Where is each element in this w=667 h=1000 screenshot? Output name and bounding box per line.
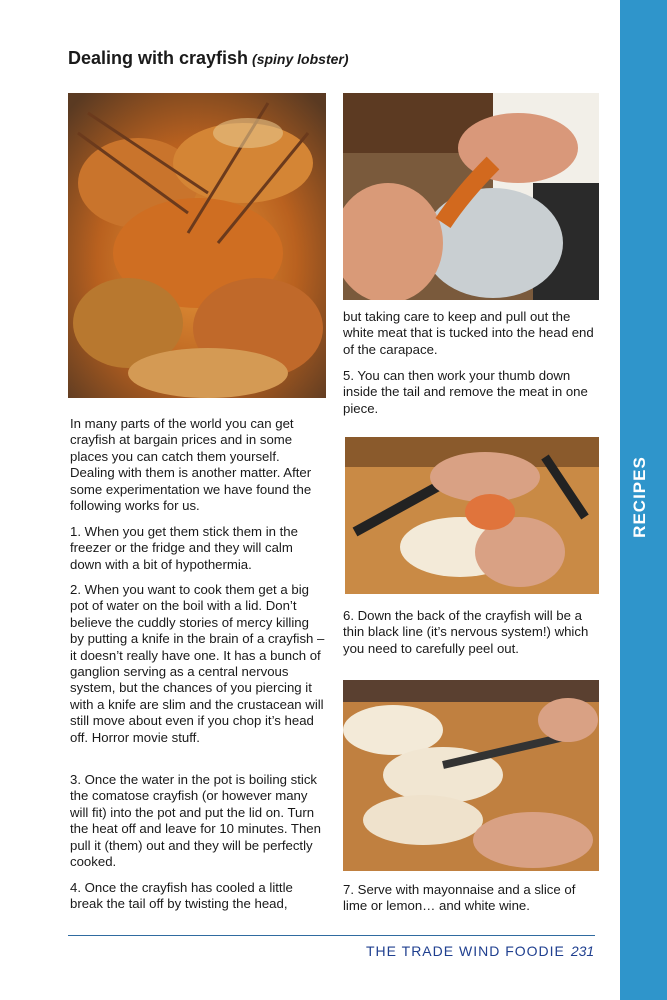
step-6: 6. Down the back of the crayfish will be a thin black line (it’s nervous system!) which you need to carefully peel out. bbox=[343, 608, 589, 656]
step-5: 5. You can then work your thumb down inside the tail and remove the meat in one piece. bbox=[343, 368, 588, 416]
step-1: 1. When you get them stick them in the freezer or the fridge and they will calm down with a bit of hypothermia. bbox=[70, 524, 298, 572]
page-footer bbox=[366, 943, 594, 959]
step-2: 2. When you want to cook them get a big pot of water on the boil with a lid. Don’t believe the cuddly stories of mercy killing by putting a knife in the brain of a crayfish – it doesn’t really have one. It has a bunch of ganglion serving as a central nervous system, but the chances of you piercing it with a knife are slim and the crustacean will still move about even if you chop it’s head off. Horror movie stuff. bbox=[70, 582, 325, 745]
photo-removing-meat bbox=[345, 437, 599, 594]
section-tab-label: RECIPES bbox=[630, 456, 649, 538]
photo-crayfish-in-pot bbox=[68, 93, 326, 398]
title-subtitle: (spiny lobster) bbox=[252, 51, 349, 67]
intro-paragraph: In many parts of the world you can get crayfish at bargain prices and in some places you can catch them yourself. Dealing with them is another matter. After some experimentation we have found the following works for us. bbox=[70, 416, 312, 514]
page-number: 231 bbox=[570, 943, 595, 959]
step-4: 4. Once the crayfish has cooled a little break the tail off by twisting the head, bbox=[70, 880, 293, 912]
title-main: Dealing with crayfish bbox=[68, 48, 249, 68]
photo-peeling-vein bbox=[343, 680, 599, 871]
step-7: 7. Serve with mayonnaise and a slice of lime or lemon… and white wine. bbox=[343, 882, 576, 914]
page-title bbox=[68, 48, 349, 69]
step-3: 3. Once the water in the pot is boiling stick the comatose crayfish (or however many will fit) into the pot and put the lid on. Turn the heat off and leave for 10 minutes. Then pull it (them) out and they will be perfectly cooked. bbox=[70, 772, 321, 870]
step-4-continued: but taking care to keep and pull out the white meat that is tucked into the head end of the carapace. bbox=[343, 309, 594, 357]
footer-book-title: THE TRADE WIND FOODIE bbox=[366, 943, 565, 959]
photo-removing-tail bbox=[343, 93, 599, 300]
footer-rule bbox=[68, 935, 595, 936]
